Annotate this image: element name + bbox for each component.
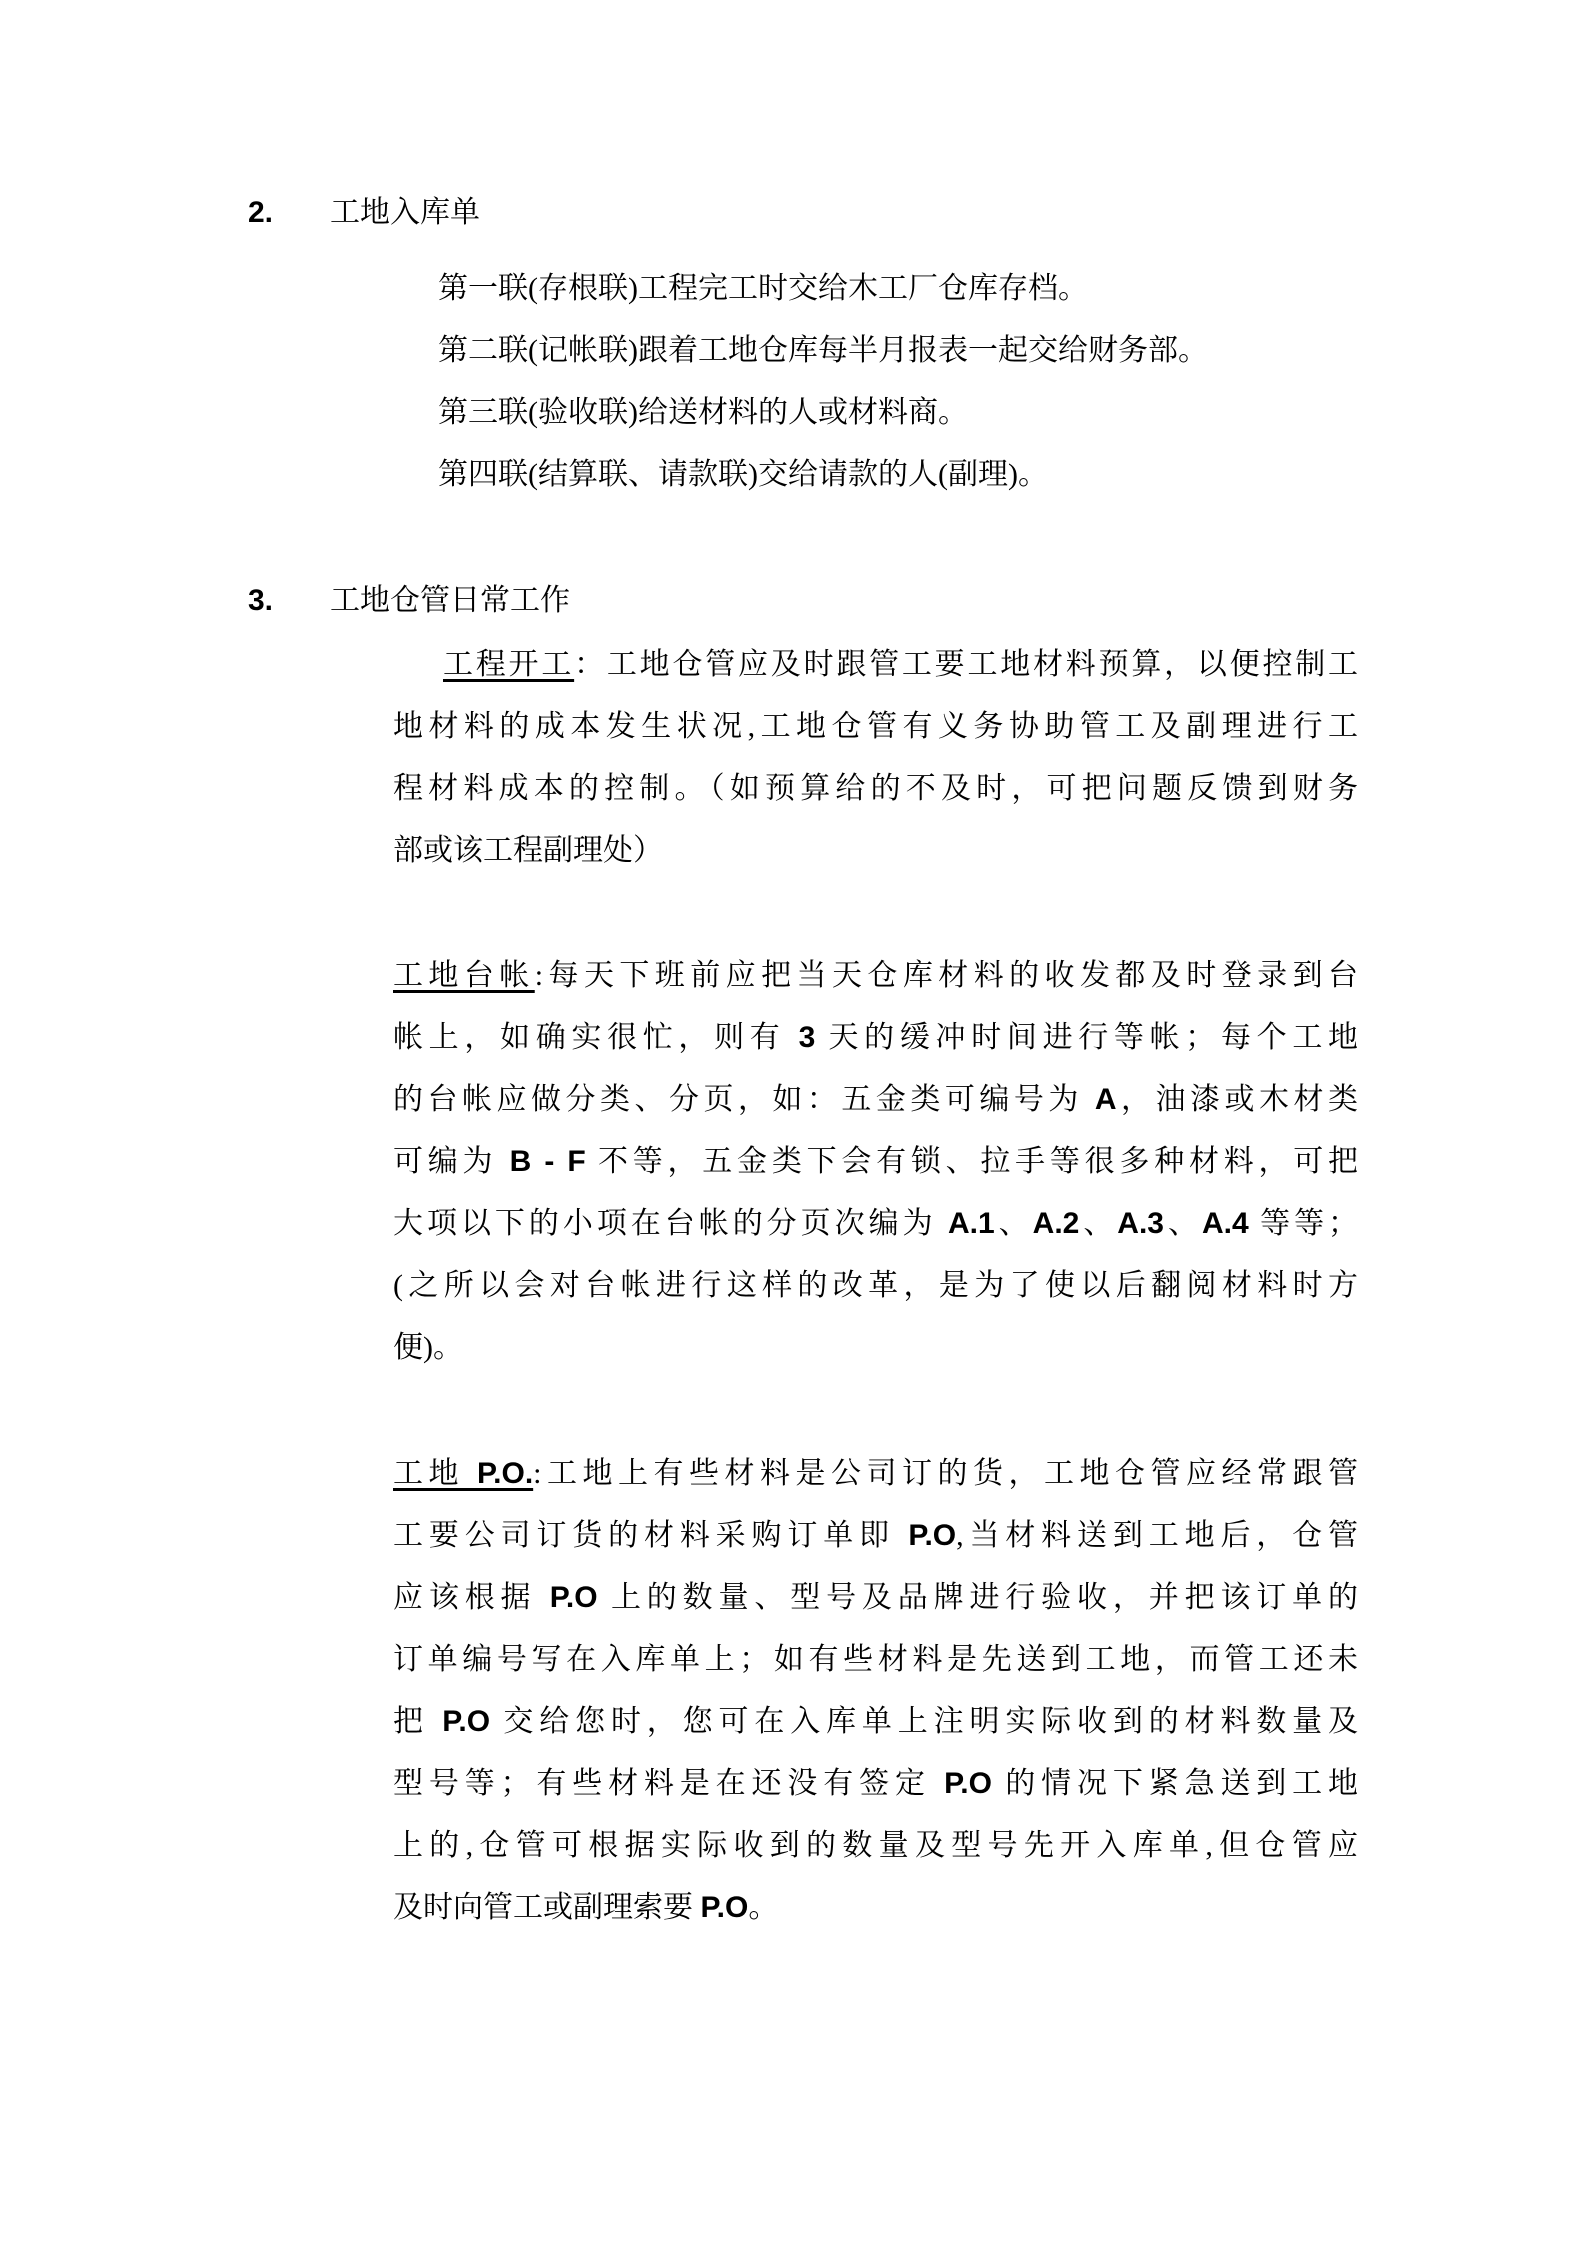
section-2-number: 2. (248, 196, 274, 229)
paragraph-line (393, 945, 1358, 1007)
paragraph-line: 大项以下的小项在台帐的分页次编为 A.1、A.2、A.3、A.4 等等； (393, 1207, 1358, 1240)
underlined-term: 工地 P.O. (393, 1457, 534, 1490)
section-3-heading (248, 570, 1587, 632)
item-line: 第三联(验收联)给送材料的人或材料商。 (438, 396, 968, 429)
paragraph-line: 便)。 (393, 1331, 463, 1364)
paragraph-line: 帐上，如确实很忙，则有 3 天的缓冲时间进行等帐；每个工地 (393, 1021, 1358, 1054)
paragraph-line: 部或该工程副理处） (393, 834, 663, 867)
separator: : (533, 1457, 542, 1490)
line-text: 每天下班前应把当天仓库材料的收发都及时登录到台 (543, 959, 1358, 992)
section-3-number: 3. (248, 584, 274, 617)
section-2-items (438, 258, 1587, 506)
paragraph-line: 上的,仓管可根据实际收到的数量及型号先开入库单,但仓管应 (393, 1829, 1358, 1862)
paragraph-line: 订单编号写在入库单上；如有些材料是先送到工地，而管工还未 (393, 1643, 1358, 1676)
separator: : (534, 959, 544, 992)
paragraph-site-po (393, 1443, 1358, 1939)
paragraph-line: 型号等；有些材料是在还没有签定 P.O 的情况下紧急送到工地 (393, 1767, 1358, 1800)
section-2-title: 工地入库单 (330, 196, 480, 229)
section-2-heading (248, 182, 1587, 244)
line-text: 工地仓管应及时跟管工要工地材料预算，以便控制工 (606, 648, 1358, 681)
underlined-term: 工地台帐 (393, 959, 535, 992)
paragraph-line: 及时向管工或副理索要 P.O。 (393, 1891, 779, 1924)
paragraph-line: 应该根据 P.O 上的数量、型号及品牌进行验收，并把该订单的 (393, 1581, 1358, 1614)
line-text: 工地上有些材料是公司订的货，工地仓管应经常跟管 (541, 1457, 1358, 1490)
paragraph-line: 把 P.O 交给您时，您可在入库单上注明实际收到的材料数量及 (393, 1705, 1358, 1738)
paragraph-line (393, 634, 1358, 696)
paragraph-line: 地材料的成本发生状况,工地仓管有义务协助管工及副理进行工 (393, 710, 1358, 743)
paragraph-project-start (393, 634, 1358, 882)
separator: ： (574, 648, 607, 681)
section-2 (0, 182, 1587, 506)
section-3 (0, 570, 1587, 1939)
paragraph-line: (之所以会对台帐进行这样的改革，是为了使以后翻阅材料时方 (393, 1269, 1358, 1302)
item-line: 第二联(记帐联)跟着工地仓库每半月报表一起交给财务部。 (438, 334, 1208, 367)
paragraph-site-ledger (393, 945, 1358, 1379)
paragraph-line: 的台帐应做分类、分页，如：五金类可编号为 A，油漆或木材类 (393, 1083, 1358, 1116)
item-line: 第四联(结算联、请款联)交给请款的人(副理)。 (438, 458, 1048, 491)
item-line: 第一联(存根联)工程完工时交给木工厂仓库存档。 (438, 272, 1088, 305)
paragraph-line: 程材料成本的控制。（如预算给的不及时，可把问题反馈到财务 (393, 772, 1358, 805)
paragraph-line: 可编为 B - F 不等，五金类下会有锁、拉手等很多种材料，可把 (393, 1145, 1358, 1178)
paragraph-line: 工要公司订货的材料采购订单即 P.O,当材料送到工地后，仓管 (393, 1519, 1358, 1552)
paragraph-line (393, 1443, 1358, 1505)
underlined-term: 工程开工 (443, 648, 575, 681)
section-3-title: 工地仓管日常工作 (330, 584, 570, 617)
